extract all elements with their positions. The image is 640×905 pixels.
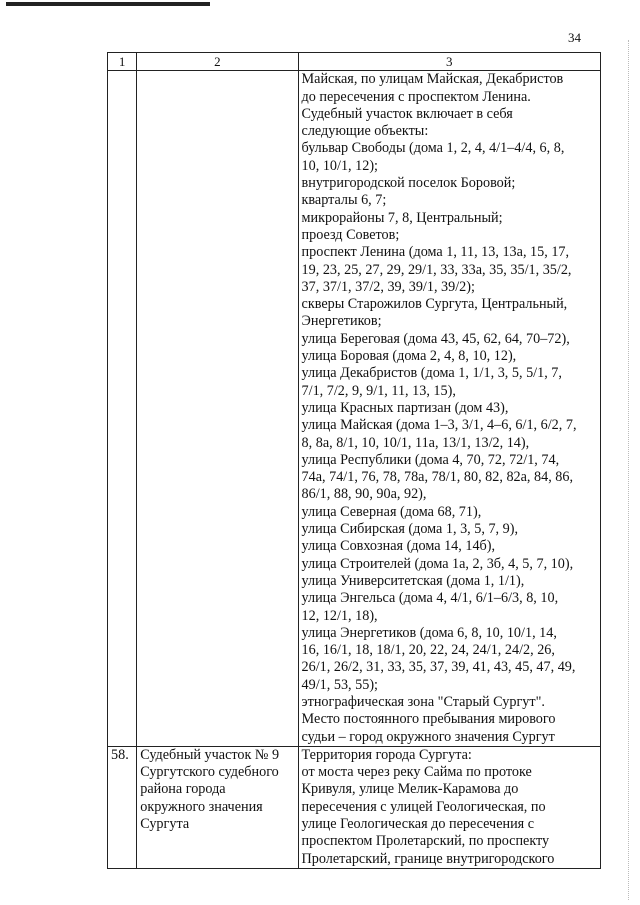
text-line: Майская, по улицам Майская, Декабристов	[301, 71, 564, 88]
text-line: судьи – город окружного значения Сургут	[301, 728, 555, 745]
district-name-cell	[137, 71, 298, 747]
top-rule	[6, 2, 210, 6]
row-number-cell	[108, 71, 137, 747]
text-line: проспект Ленина (дома 1, 11, 13, 13а, 15, 17,	[301, 244, 570, 261]
text-line: улица Береговая (дома 43, 45, 62, 64, 70–72),	[301, 330, 570, 347]
text-line: 12, 12/1, 18),	[301, 607, 378, 624]
territory-cell	[298, 71, 600, 747]
page-number: 34	[568, 30, 581, 45]
court-districts-table	[107, 52, 601, 869]
text-line: Сургута	[140, 816, 190, 833]
district-name-cell	[137, 746, 298, 868]
text-line: улица Сибирская (дома 1, 3, 5, 7, 9),	[301, 521, 519, 538]
text-line: 16, 16/1, 18, 18/1, 20, 22, 24, 24/1, 24/2, 26,	[301, 642, 555, 659]
text-line: Место постоянного пребывания мирового	[301, 711, 556, 728]
text-line: скверы Старожилов Сургута, Центральный,	[301, 296, 568, 313]
scan-edge-marks	[628, 40, 635, 900]
text-line: Территория города Сургута:	[301, 746, 472, 763]
text-line: внутригородской поселок Боровой;	[301, 175, 516, 192]
row-number-cell: 58.	[108, 746, 137, 868]
text-line: окружного значения	[140, 798, 263, 815]
text-line: Сургутского судебного	[140, 764, 279, 781]
text-line: до пересечения с проспектом Ленина.	[301, 88, 531, 105]
territory-cell	[298, 746, 600, 868]
text-line: улица Северная (дома 68, 71),	[301, 503, 482, 520]
text-line: Пролетарский, границе внутригородского	[301, 850, 555, 867]
text-line: 74а, 74/1, 76, 78, 78а, 78/1, 80, 82, 82а, 84, 86,	[301, 469, 574, 486]
table-row-continued	[108, 71, 601, 747]
text-line: 49/1, 53, 55);	[301, 676, 378, 693]
text-line: улица Университетская (дома 1, 1/1),	[301, 572, 525, 589]
header-col-2: 2	[137, 53, 298, 71]
text-line: 19, 23, 25, 27, 29, 29/1, 33, 33а, 35, 35/1, 35/2,	[301, 261, 572, 278]
text-line: пересечения с улицей Геологическая, по	[301, 798, 546, 815]
text-line: улица Декабристов (дома 1, 1/1, 3, 5, 5/1, 7,	[301, 365, 562, 382]
text-line: района города	[140, 781, 226, 798]
text-line: этнографическая зона "Старый Сургут".	[301, 693, 545, 710]
text-line: 26/1, 26/2, 31, 33, 35, 37, 39, 41, 43, 45, 47, 49,	[301, 659, 576, 676]
text-line: Судебный участок № 9	[140, 746, 280, 763]
text-line: проезд Советов;	[301, 226, 400, 243]
territory-lines	[302, 71, 597, 746]
text-line: от моста через реку Сайма по протоке	[301, 764, 532, 781]
text-line: улица Красных партизан (дом 43),	[301, 399, 509, 416]
text-line: улице Геологическая до пересечения с	[301, 816, 535, 833]
text-line: проспектом Пролетарский, по проспекту	[301, 833, 550, 850]
text-line: 10, 10/1, 12);	[301, 157, 378, 174]
header-col-3: 3	[298, 53, 600, 71]
text-line: улица Совхозная (дома 14, 14б),	[301, 538, 496, 555]
text-line: следующие объекты:	[301, 123, 429, 140]
text-line: кварталы 6, 7;	[301, 192, 387, 209]
text-line: улица Республики (дома 4, 70, 72, 72/1, 74,	[301, 451, 560, 468]
text-line: улица Энергетиков (дома 6, 8, 10, 10/1, 14,	[301, 624, 557, 641]
header-col-1: 1	[108, 53, 137, 71]
text-line: улица Майская (дома 1–3, 3/1, 4–6, 6/1, 6/2, 7,	[301, 417, 577, 434]
text-line: микрорайоны 7, 8, Центральный;	[301, 209, 503, 226]
territory-lines	[302, 747, 597, 868]
district-name-lines	[140, 747, 294, 833]
text-line: Энергетиков;	[301, 313, 382, 330]
text-line: улица Строителей (дома 1а, 2, 3б, 4, 5, 7, 10),	[301, 555, 574, 572]
table-header-row	[108, 53, 601, 71]
text-line: Кривуля, улице Мелик-Карамова до	[301, 781, 519, 798]
text-line: улица Энгельса (дома 4, 4/1, 6/1–6/3, 8, 10,	[301, 590, 559, 607]
text-line: Судебный участок включает в себя	[301, 105, 513, 122]
text-line: 8, 8а, 8/1, 10, 10/1, 11а, 13/1, 13/2, 14),	[301, 434, 530, 451]
text-line: 7/1, 7/2, 9, 9/1, 11, 13, 15),	[301, 382, 456, 399]
table-row-58	[108, 746, 601, 868]
text-line: бульвар Свободы (дома 1, 2, 4, 4/1–4/4, 6, 8,	[301, 140, 565, 157]
text-line: улица Боровая (дома 2, 4, 8, 10, 12),	[301, 348, 517, 365]
text-line: 86/1, 88, 90, 90а, 92),	[301, 486, 427, 503]
text-line: 37, 37/1, 37/2, 39, 39/1, 39/2);	[301, 278, 475, 295]
